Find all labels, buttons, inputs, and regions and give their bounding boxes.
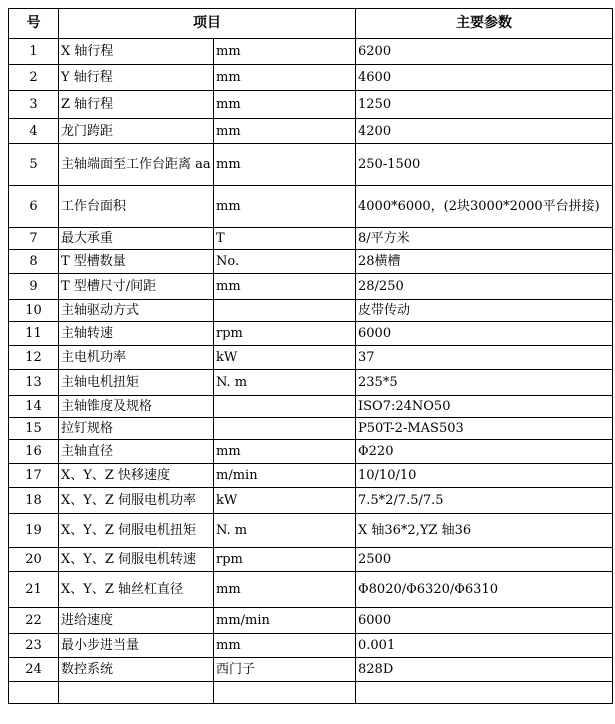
row-item: X 轴行程 xyxy=(59,39,214,65)
row-unit xyxy=(214,418,356,440)
row-value: Φ8020/Φ6320/Φ6310 xyxy=(356,572,613,608)
row-unit: N. m xyxy=(214,514,356,548)
row-item: Y 轴行程 xyxy=(59,65,214,91)
table-row xyxy=(9,396,613,418)
row-item: X、Y、Z 伺服电机转速 xyxy=(59,548,214,572)
table-row xyxy=(9,514,613,548)
row-unit: mm xyxy=(214,91,356,119)
row-number: 12 xyxy=(9,346,59,370)
table-row xyxy=(9,346,613,370)
row-number: 5 xyxy=(9,144,59,186)
table-row xyxy=(9,300,613,322)
row-value: ISO7:24NO50 xyxy=(356,396,613,418)
row-value: 6000 xyxy=(356,608,613,634)
row-item: 主轴电机扭矩 xyxy=(59,370,214,396)
row-item: 主轴端面至工作台距离 aa xyxy=(59,144,214,186)
row-number: 9 xyxy=(9,274,59,300)
table-row xyxy=(9,119,613,144)
table-row xyxy=(9,274,613,300)
row-value: 2500 xyxy=(356,548,613,572)
row-unit: mm xyxy=(214,39,356,65)
row-unit: mm xyxy=(214,274,356,300)
row-unit: mm xyxy=(214,634,356,658)
empty-cell xyxy=(9,682,59,704)
row-number: 16 xyxy=(9,440,59,464)
row-number: 2 xyxy=(9,65,59,91)
row-number: 8 xyxy=(9,250,59,274)
table-row xyxy=(9,548,613,572)
row-unit: mm xyxy=(214,65,356,91)
row-number: 17 xyxy=(9,464,59,488)
row-item: 数控系统 xyxy=(59,658,214,682)
row-value: 4200 xyxy=(356,119,613,144)
row-item: 最小步进当量 xyxy=(59,634,214,658)
header-no: 号 xyxy=(9,9,59,39)
row-item: X、Y、Z 快移速度 xyxy=(59,464,214,488)
row-value: 235*5 xyxy=(356,370,613,396)
table-row xyxy=(9,91,613,119)
table-row xyxy=(9,572,613,608)
row-unit: N. m xyxy=(214,370,356,396)
row-number: 13 xyxy=(9,370,59,396)
row-unit xyxy=(214,396,356,418)
row-number: 6 xyxy=(9,186,59,228)
table-row xyxy=(9,65,613,91)
row-item: 主轴锥度及规格 xyxy=(59,396,214,418)
header-item: 项目 xyxy=(59,9,356,39)
row-number: 23 xyxy=(9,634,59,658)
table-header xyxy=(9,9,613,39)
row-number: 14 xyxy=(9,396,59,418)
row-unit: mm xyxy=(214,572,356,608)
table-row xyxy=(9,228,613,250)
row-item: 工作台面积 xyxy=(59,186,214,228)
row-number: 19 xyxy=(9,514,59,548)
row-item: 进给速度 xyxy=(59,608,214,634)
row-value: 7.5*2/7.5/7.5 xyxy=(356,488,613,514)
row-item: X、Y、Z 轴丝杠直径 xyxy=(59,572,214,608)
row-value: 皮带传动 xyxy=(356,300,613,322)
row-value: 250-1500 xyxy=(356,144,613,186)
row-unit: kW xyxy=(214,346,356,370)
table-row xyxy=(9,39,613,65)
row-item: 主轴转速 xyxy=(59,322,214,346)
row-number: 21 xyxy=(9,572,59,608)
table-row xyxy=(9,488,613,514)
empty-cell xyxy=(59,682,214,704)
row-value: 28横槽 xyxy=(356,250,613,274)
row-value: Φ220 xyxy=(356,440,613,464)
table-row xyxy=(9,440,613,464)
row-number: 3 xyxy=(9,91,59,119)
row-value: 4000*6000，(2块3000*2000平台拼接) xyxy=(356,186,613,228)
row-unit: kW xyxy=(214,488,356,514)
table-row xyxy=(9,658,613,682)
row-unit: 西门子 xyxy=(214,658,356,682)
row-item: T 型槽数量 xyxy=(59,250,214,274)
table-body xyxy=(9,39,613,704)
row-unit: mm xyxy=(214,440,356,464)
table-row xyxy=(9,464,613,488)
row-item: Z 轴行程 xyxy=(59,91,214,119)
table-row-empty xyxy=(9,682,613,704)
row-item: 主轴直径 xyxy=(59,440,214,464)
row-number: 18 xyxy=(9,488,59,514)
row-number: 24 xyxy=(9,658,59,682)
table-row xyxy=(9,608,613,634)
row-number: 22 xyxy=(9,608,59,634)
row-unit: rpm xyxy=(214,322,356,346)
row-unit: No. xyxy=(214,250,356,274)
row-number: 4 xyxy=(9,119,59,144)
row-item: X、Y、Z 伺服电机扭矩 xyxy=(59,514,214,548)
table-row xyxy=(9,370,613,396)
row-item: 主电机功率 xyxy=(59,346,214,370)
row-number: 10 xyxy=(9,300,59,322)
row-item: 主轴驱动方式 xyxy=(59,300,214,322)
row-unit: rpm xyxy=(214,548,356,572)
row-item: 龙门跨距 xyxy=(59,119,214,144)
row-value: 828D xyxy=(356,658,613,682)
row-value: 6200 xyxy=(356,39,613,65)
row-item: X、Y、Z 伺服电机功率 xyxy=(59,488,214,514)
table-row xyxy=(9,634,613,658)
row-unit: mm xyxy=(214,144,356,186)
table-row xyxy=(9,144,613,186)
empty-cell xyxy=(356,682,613,704)
row-value: 0.001 xyxy=(356,634,613,658)
table-row xyxy=(9,418,613,440)
empty-cell xyxy=(214,682,356,704)
row-number: 7 xyxy=(9,228,59,250)
header-params: 主要参数 xyxy=(356,9,613,39)
row-value: 37 xyxy=(356,346,613,370)
row-unit: mm/min xyxy=(214,608,356,634)
row-value: 8/平方米 xyxy=(356,228,613,250)
spec-table xyxy=(8,8,613,704)
row-number: 11 xyxy=(9,322,59,346)
row-item: 拉钉规格 xyxy=(59,418,214,440)
row-unit: T xyxy=(214,228,356,250)
row-value: X 轴36*2,YZ 轴36 xyxy=(356,514,613,548)
row-value: 6000 xyxy=(356,322,613,346)
row-value: 28/250 xyxy=(356,274,613,300)
row-number: 20 xyxy=(9,548,59,572)
row-number: 15 xyxy=(9,418,59,440)
row-item: T 型槽尺寸/间距 xyxy=(59,274,214,300)
row-unit xyxy=(214,300,356,322)
row-number: 1 xyxy=(9,39,59,65)
row-unit: m/min xyxy=(214,464,356,488)
table-row xyxy=(9,250,613,274)
table-row xyxy=(9,322,613,346)
row-value: 4600 xyxy=(356,65,613,91)
row-unit: mm xyxy=(214,186,356,228)
row-value: 1250 xyxy=(356,91,613,119)
row-value: P50T-2-MAS503 xyxy=(356,418,613,440)
row-item: 最大承重 xyxy=(59,228,214,250)
row-value: 10/10/10 xyxy=(356,464,613,488)
row-unit: mm xyxy=(214,119,356,144)
table-row xyxy=(9,186,613,228)
